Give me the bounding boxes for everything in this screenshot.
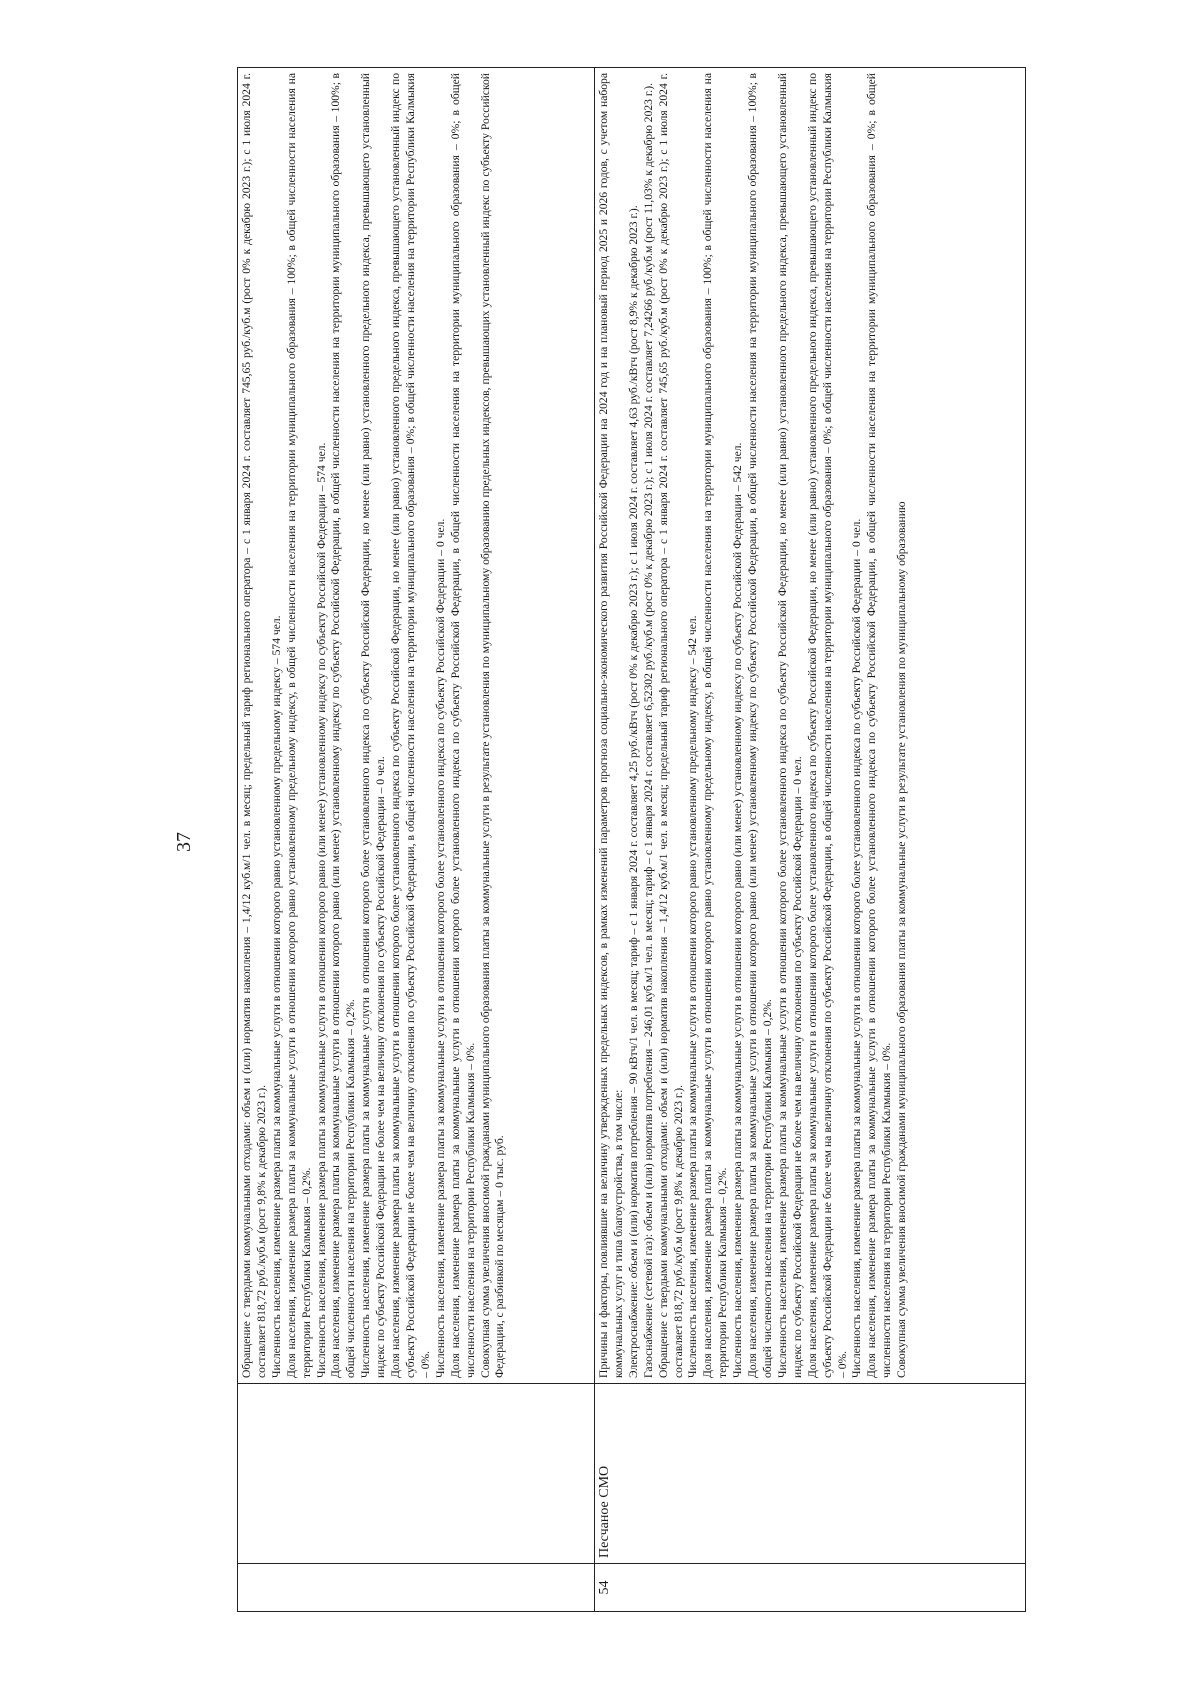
paragraph: Численность населения, изменение размера платы за коммунальные услуги в отношении которого более установленного индекса по субъекту Российской Федерации, но менее (или равно) установленного предельного индекса, превышающего установленный индекс по субъекту Российской Федерации не более чем на величину отклонения по субъекту Российской Федерации – 0 чел.	[359, 73, 388, 1378]
municipality-name-cell	[238, 1384, 595, 1564]
paragraph: Доля населения, изменение размера платы за коммунальные услуги в отношении которого более установленного индекса по субъекту Российской Федерации, в общей численности населения на территории муниципального образования – 0%; в общей численности населения на территории Республики Калмыкия – 0%.	[448, 73, 477, 1378]
paragraph: Доля населения, изменение размера платы за коммунальные услуги в отношении которого более установленного индекса по субъекту Российской Федерации, в общей численности населения на территории муниципального образования – 0%; в общей численности населения на территории Республики Калмыкия – 0%.	[865, 73, 894, 1378]
paragraph: Доля населения, изменение размера платы за коммунальные услуги в отношении которого равно установленному предельному индексу, в общей численности населения на территории муниципального образования – 100%; в общей численности населения на территории Республики Калмыкия – 0,2%.	[701, 73, 730, 1378]
row-number-cell: 54	[595, 1564, 1026, 1612]
paragraph: Доля населения, изменение размера платы за коммунальные услуги в отношении которого равно установленному предельному индексу, в общей численности населения на территории муниципального образования – 100%; в общей численности населения на территории Республики Калмыкия – 0,2%.	[284, 73, 313, 1378]
paragraph: Численность населения, изменение размера платы за коммунальные услуги в отношении которого более установленного индекса по субъекту Российской Федерации, но менее (или равно) установленного предельного индекса, превышающего установленный индекс по субъекту Российской Федерации не более чем на величину отклонения по субъекту Российской Федерации – 0 чел.	[775, 73, 804, 1378]
table-row	[595, 68, 1026, 1612]
paragraph: Численность населения, изменение размера платы за коммунальные услуги в отношении которого равно установленному предельному индексу – 574 чел.	[269, 615, 283, 1378]
table-row	[238, 68, 595, 1612]
paragraph: Совокупная сумма увеличения вносимой гражданами муниципального образования платы за коммунальные услуги в результате установления по муниципальному образованию	[895, 501, 909, 1378]
paragraph: Совокупная сумма увеличения вносимой гражданами муниципального образования платы за коммунальные услуги в результате установления по муниципальному образованию предельных индексов, превышающих установленный индекс по субъекту Российской Федерации, с разбивкой по месяцам – 0 тыс. руб.	[478, 73, 507, 1378]
paragraph: Численность населения, изменение размера платы за коммунальные услуги в отношении которого равно (или менее) установленному индексу по субъекту Российской Федерации – 574 чел.	[314, 442, 328, 1378]
description-cell	[595, 68, 1026, 1384]
description-cell	[238, 68, 595, 1384]
paragraph: Доля населения, изменение размера платы за коммунальные услуги в отношении которого равно (или менее) установленному индексу по субъекту Российской Федерации, в общей численности населения на территории муниципального образования – 100%; в общей численности населения на территории Республики Калмыкия – 0,2%.	[329, 73, 358, 1378]
paragraph: Численность населения, изменение размера платы за коммунальные услуги в отношении которого более установленного индекса по субъекту Российской Федерации – 0 чел.	[850, 518, 864, 1378]
paragraph: Обращение с твердыми коммунальными отходами: объем и (или) норматив накопления – 1,4/12 куб.м/1 чел. в месяц; предельный тариф регионального оператора – с 1 января 2024 г. составляет 745,65 руб./куб.м (рост 0% к декабрю 2023 г.); с 1 июля 2024 г. составляет 818,72 руб./куб.м (рост 9,8% к декабрю 2023 г.).	[240, 73, 268, 1378]
paragraph: Обращение с твердыми коммунальными отходами: объем и (или) норматив накопления – 1,4/12 куб.м/1 чел. в месяц; предельный тариф регионального оператора – с 1 января 2024 г. составляет 745,65 руб./куб.м (рост 0% к декабрю 2023 г.); с 1 июля 2024 г. составляет 818,72 руб./куб.м (рост 9,8% к декабрю 2023 г.).	[656, 73, 685, 1378]
paragraph: Причины и факторы, повлиявшие на величину утвержденных предельных индексов, в рамках изменений параметров прогноза социально-экономического развития Российской Федерации на 2024 год и на плановый период 2025 и 2026 годов, с учетом набора коммунальных услуг и типа благоустройства, в том числе:	[597, 73, 625, 1378]
paragraph: Доля населения, изменение размера платы за коммунальные услуги в отношении которого более установленного индекса по субъекту Российской Федерации, но менее (или равно) установленного предельного индекса, превышающего установленный индекс по субъекту Российской Федерации не более чем на величину отклонения по субъекту Российской Федерации, в общей численности населения на территории муниципального образования – 0%; в общей численности населения на территории Республики Калмыкия – 0%.	[389, 73, 432, 1378]
paragraph: Электроснабжение: объем и (или) норматив потребления – 90 кВтч/1 чел. в месяц; тариф – с 1 января 2024 г. составляет 4,25 руб./кВтч (рост 0% к декабрю 2023 г.); с 1 июля 2024 г. составляет 4,63 руб./кВтч (рост 8,9% к декабрю 2023 г.).	[626, 205, 640, 1378]
page-number: 37	[173, 832, 195, 852]
paragraph: Численность населения, изменение размера платы за коммунальные услуги в отношении которого равно установленному предельному индексу – 542 чел.	[686, 615, 700, 1378]
paragraph: Доля населения, изменение размера платы за коммунальные услуги в отношении которого более установленного индекса по субъекту Российской Федерации, но менее (или равно) установленного предельного индекса, превышающего установленный индекс по субъекту Российской Федерации не более чем на величину отклонения по субъекту Российской Федерации, в общей численности населения на территории муниципального образования – 0%; в общей численности населения на территории Республики Калмыкия – 0%.	[805, 73, 849, 1378]
tariff-table	[237, 67, 1026, 1612]
municipality-name-cell: Песчаное СМО	[595, 1384, 1026, 1564]
paragraph: Доля населения, изменение размера платы за коммунальные услуги в отношении которого равно (или менее) установленному индексу по субъекту Российской Федерации, в общей численности населения на территории муниципального образования – 100%; в общей численности населения на территории Республики Калмыкия – 0,2%.	[746, 73, 774, 1378]
paragraph: Численность населения, изменение размера платы за коммунальные услуги в отношении которого более установленного индекса по субъекту Российской Федерации – 0 чел.	[433, 518, 447, 1378]
document-sheet	[167, 67, 1022, 1612]
paragraph: Газоснабжение (сетевой газ): объем и (или) норматив потребления – 246,01 куб.м/1 чел. в месяц; тариф – с 1 января 2024 г. составляет 6,52302 руб./куб.м (рост 0% к декабрю 2023 г.); с 1 июля 2024 г. составляет 7,24266 руб./куб.м (рост 11,03% к декабрю 2023 г.).	[641, 83, 655, 1378]
row-number-cell	[238, 1564, 595, 1612]
paragraph: Численность населения, изменение размера платы за коммунальные услуги в отношении которого равно (или менее) установленному индексу по субъекту Российской Федерации – 542 чел.	[731, 442, 745, 1378]
